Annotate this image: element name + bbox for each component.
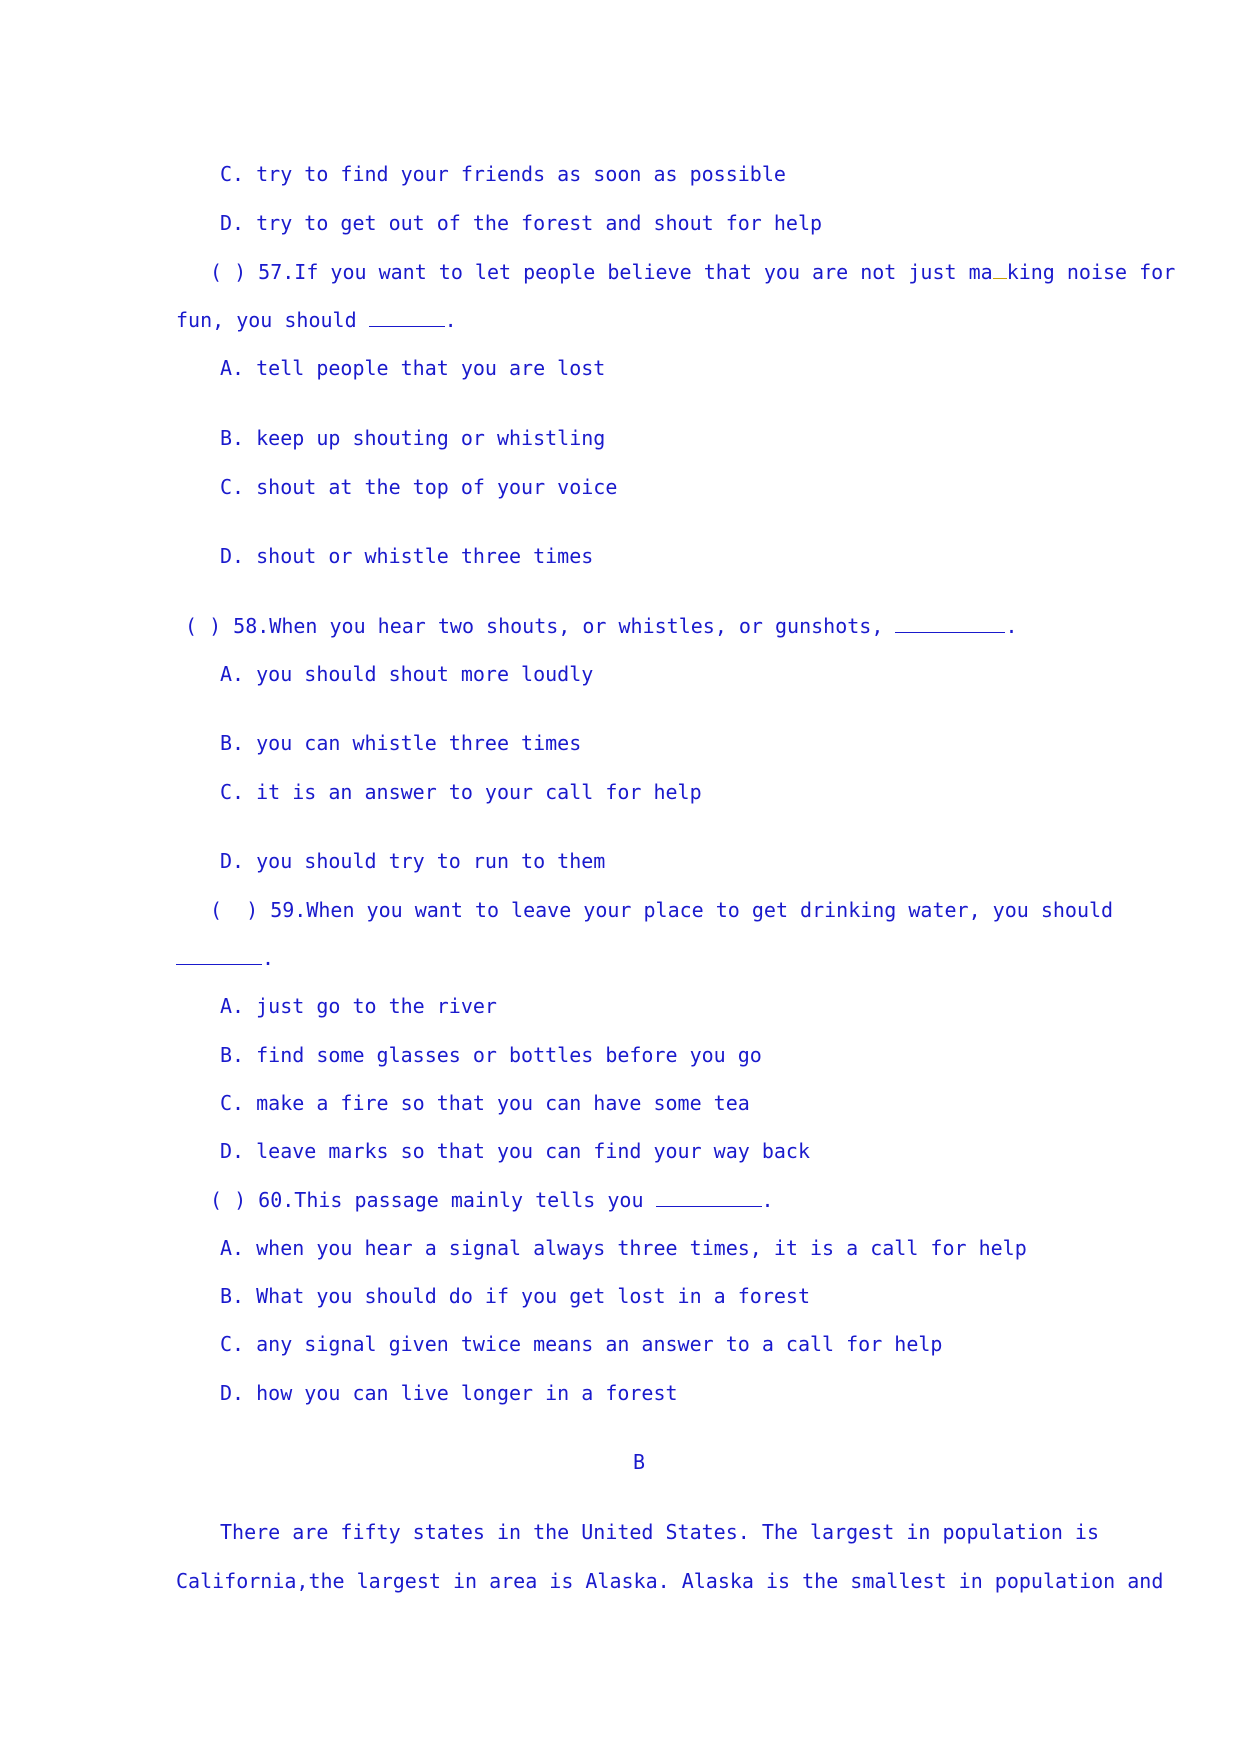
q57-option-b: B. keep up shouting or whistling bbox=[220, 426, 606, 450]
q57-stem-continued: fun, you should bbox=[176, 308, 357, 332]
q58-option-b: B. you can whistle three times bbox=[220, 731, 582, 755]
q56-option-d: D. try to get out of the forest and shout for help bbox=[220, 211, 823, 235]
q59-option-a: A. just go to the river bbox=[220, 994, 497, 1018]
q57-option-a: A. tell people that you are lost bbox=[220, 356, 606, 380]
q57-stem-part1: 57.If you want to let people believe that you are not just ma bbox=[258, 260, 993, 284]
answer-blank bbox=[176, 946, 262, 965]
q60-option-a: A. when you hear a signal always three times, it is a call for help bbox=[220, 1236, 1027, 1260]
answer-blank bbox=[369, 308, 445, 327]
edit-mark bbox=[993, 266, 1007, 279]
q60-stem-text: 60.This passage mainly tells you bbox=[258, 1188, 644, 1212]
answer-bracket: ( ) bbox=[210, 1188, 247, 1212]
answer-bracket: ( ) bbox=[210, 260, 247, 284]
section-b-title: B bbox=[633, 1450, 646, 1474]
q57-option-d: D. shout or whistle three times bbox=[220, 544, 594, 568]
answer-bracket: ( ) bbox=[185, 614, 222, 638]
q58-stem-text: 58.When you hear two shouts, or whistles, or gunshots, bbox=[233, 614, 884, 638]
answer-blank bbox=[656, 1188, 762, 1207]
q58-stem-end: . bbox=[1005, 614, 1018, 638]
q59-stem-text: 59.When you want to leave your place to get drinking water, you should bbox=[270, 898, 1114, 922]
q58-option-c: C. it is an answer to your call for help bbox=[220, 780, 702, 804]
q59-stem-line1 bbox=[210, 897, 1114, 923]
q60-stem bbox=[210, 1187, 774, 1213]
q59-option-d: D. leave marks so that you can find your way back bbox=[220, 1139, 811, 1163]
q60-option-d: D. how you can live longer in a forest bbox=[220, 1381, 678, 1405]
q57-stem-part2: king noise for bbox=[1006, 260, 1176, 284]
q58-stem bbox=[185, 613, 1017, 639]
q57-stem-line2 bbox=[176, 307, 457, 333]
section-b-para-line2: California,the largest in area is Alaska. Alaska is the smallest in population and bbox=[176, 1569, 1164, 1593]
q56-option-c: C. try to find your friends as soon as possible bbox=[220, 162, 786, 186]
q59-option-c: C. make a fire so that you can have some tea bbox=[220, 1091, 750, 1115]
section-b-para-line1: There are fifty states in the United States. The largest in population is bbox=[220, 1520, 1099, 1544]
q57-stem-end: . bbox=[444, 308, 457, 332]
q59-stem-end: . bbox=[262, 946, 275, 970]
q59-stem-line2 bbox=[176, 945, 274, 971]
q60-option-b: B. What you should do if you get lost in a forest bbox=[220, 1284, 811, 1308]
answer-blank bbox=[895, 614, 1005, 633]
q60-option-c: C. any signal given twice means an answer to a call for help bbox=[220, 1332, 943, 1356]
q59-option-b: B. find some glasses or bottles before you go bbox=[220, 1043, 762, 1067]
q58-option-d: D. you should try to run to them bbox=[220, 849, 606, 873]
q58-option-a: A. you should shout more loudly bbox=[220, 662, 594, 686]
q60-stem-end: . bbox=[761, 1188, 774, 1212]
q57-stem-line1 bbox=[210, 259, 1175, 285]
answer-bracket: ( ) bbox=[210, 898, 259, 922]
q57-option-c: C. shout at the top of your voice bbox=[220, 475, 618, 499]
